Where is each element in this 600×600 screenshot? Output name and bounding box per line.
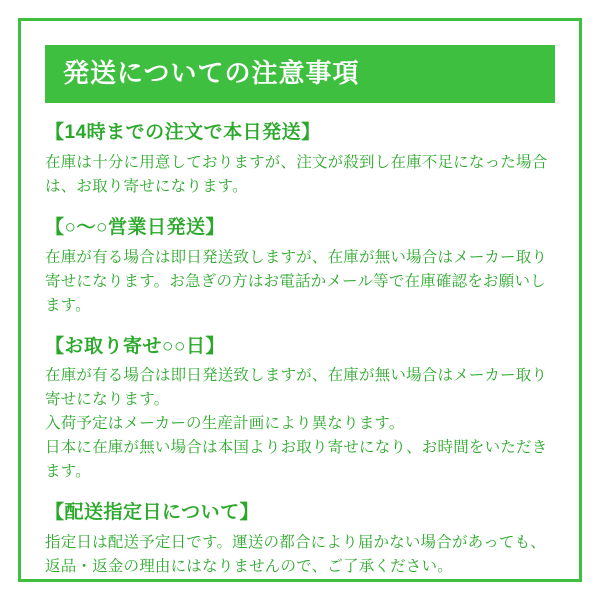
section-body	[45, 151, 555, 199]
notice-section	[45, 121, 555, 199]
notice-section	[45, 216, 555, 318]
section-paragraph: 在庫が有る場合は即日発送致しますが、在庫が無い場合はメーカー取り寄せになります。お急ぎの方はお電話かメール等で在庫確認をお願いします。	[45, 248, 548, 314]
notice-content	[45, 45, 555, 596]
section-paragraph: 日本に在庫が無い場合は本国よりお取り寄せになり、お時間をいただきます。	[45, 439, 548, 481]
section-paragraph: 在庫は十分に用意しておりますが、注文が殺到し在庫不足になった場合は、お取り寄せになります。	[45, 153, 548, 195]
notice-sections	[45, 121, 555, 579]
section-heading: 【配送指定日について】	[45, 502, 260, 524]
section-body	[45, 246, 555, 318]
notice-section	[45, 335, 555, 485]
section-heading: 【○〜○営業日発送】	[45, 216, 225, 238]
page-title: 発送についての注意事項	[45, 45, 555, 103]
section-heading: 【14時までの注文で本日発送】	[45, 122, 321, 144]
section-paragraph: 入荷予定はメーカーの生産計画により異なります。	[45, 415, 405, 433]
notice-section	[45, 501, 555, 579]
section-body	[45, 364, 555, 484]
section-paragraph: 指定日は配送予定日です。運送の都合により届かない場合があっても、返品・返金の理由にはなりませんので、ご了承ください。	[45, 534, 547, 576]
section-heading: 【お取り寄せ○○日】	[45, 335, 225, 357]
section-paragraph: 在庫が有る場合は即日発送致しますが、在庫が無い場合はメーカー取り寄せになります。	[45, 367, 548, 409]
section-body	[45, 531, 555, 579]
